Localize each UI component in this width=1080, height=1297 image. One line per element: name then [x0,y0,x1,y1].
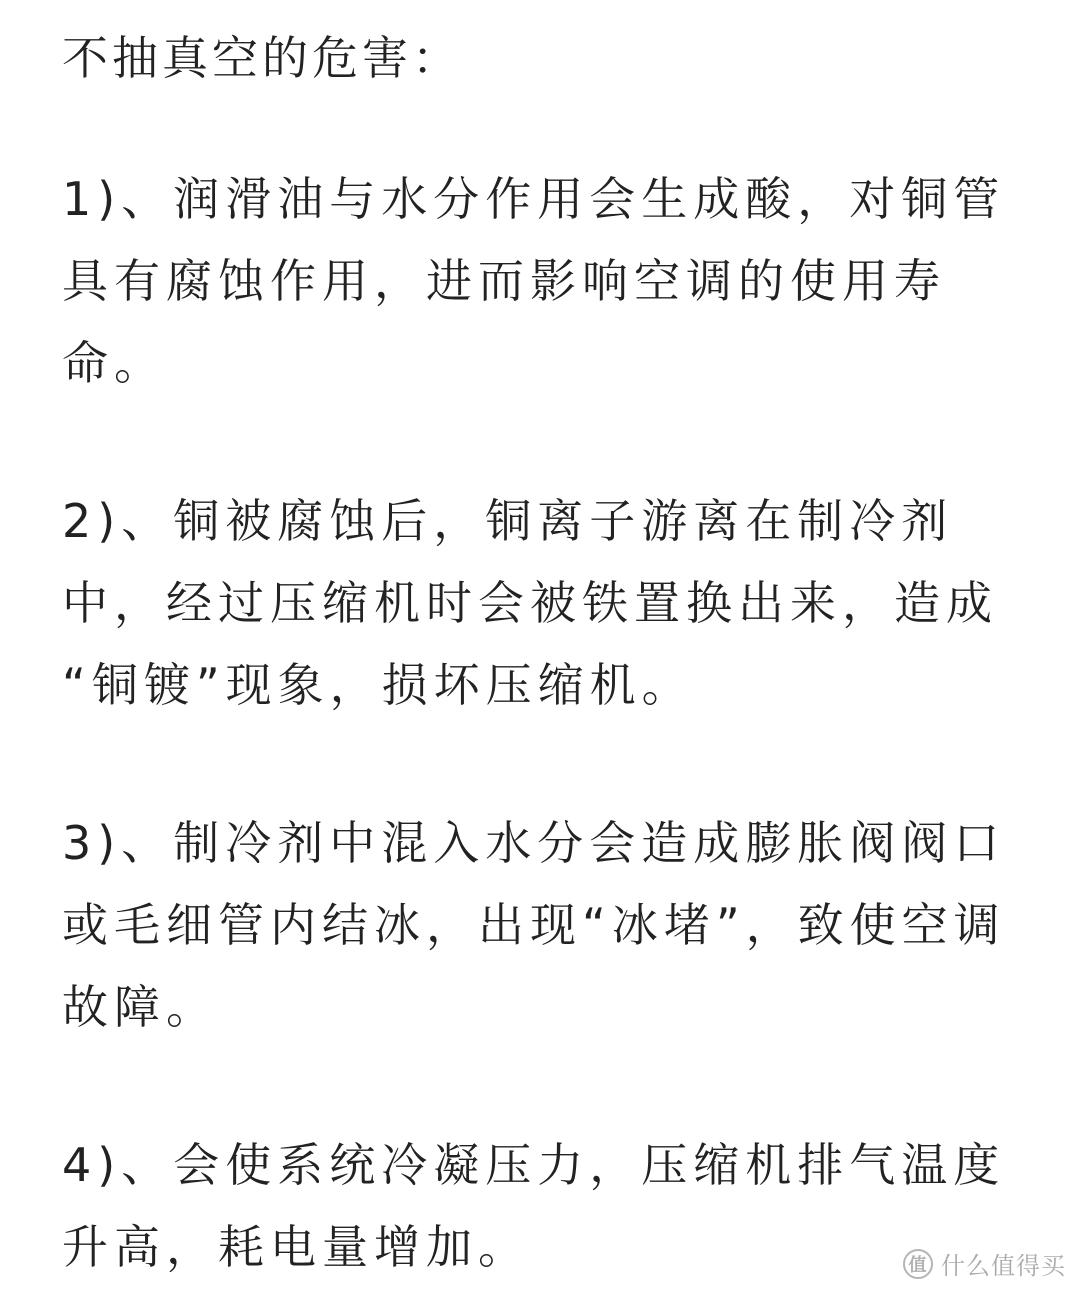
paragraph-line: 4)、会使系统冷凝压力，压缩机排气温度 [62,1138,1006,1192]
paragraph-2 [62,480,998,726]
smzdm-logo-icon: 值 [903,1249,933,1279]
paragraph-line: 或毛细管内结冰，出现“冰堵”，致使空调 [62,898,1006,952]
paragraph-line: “铜镀”现象，损坏压缩机。 [62,658,694,712]
paragraph-line: 具有腐蚀作用，进而影响空调的使用寿 [62,254,946,308]
paragraph-1 [62,158,1005,404]
paragraph-line: 命。 [62,336,166,390]
paragraph-line: 中，经过压缩机时会被铁置换出来，造成 [62,576,998,630]
article-title: 不抽真空的危害： [62,31,462,85]
watermark-text: 什么值得买 [941,1252,1066,1280]
paragraph-line: 升高，耗电量增加。 [62,1220,530,1274]
paragraph-line: 1)、润滑油与水分作用会生成酸，对铜管 [62,172,1006,226]
paragraph-3 [62,802,1006,1048]
paragraph-line: 故障。 [62,980,218,1034]
paragraph-line: 2)、铜被腐蚀后，铜离子游离在制冷剂 [62,494,954,548]
paragraph-line: 3)、制冷剂中混入水分会造成膨胀阀阀口 [62,816,1006,870]
watermark [903,1246,1066,1281]
paragraph-4 [62,1124,1005,1288]
